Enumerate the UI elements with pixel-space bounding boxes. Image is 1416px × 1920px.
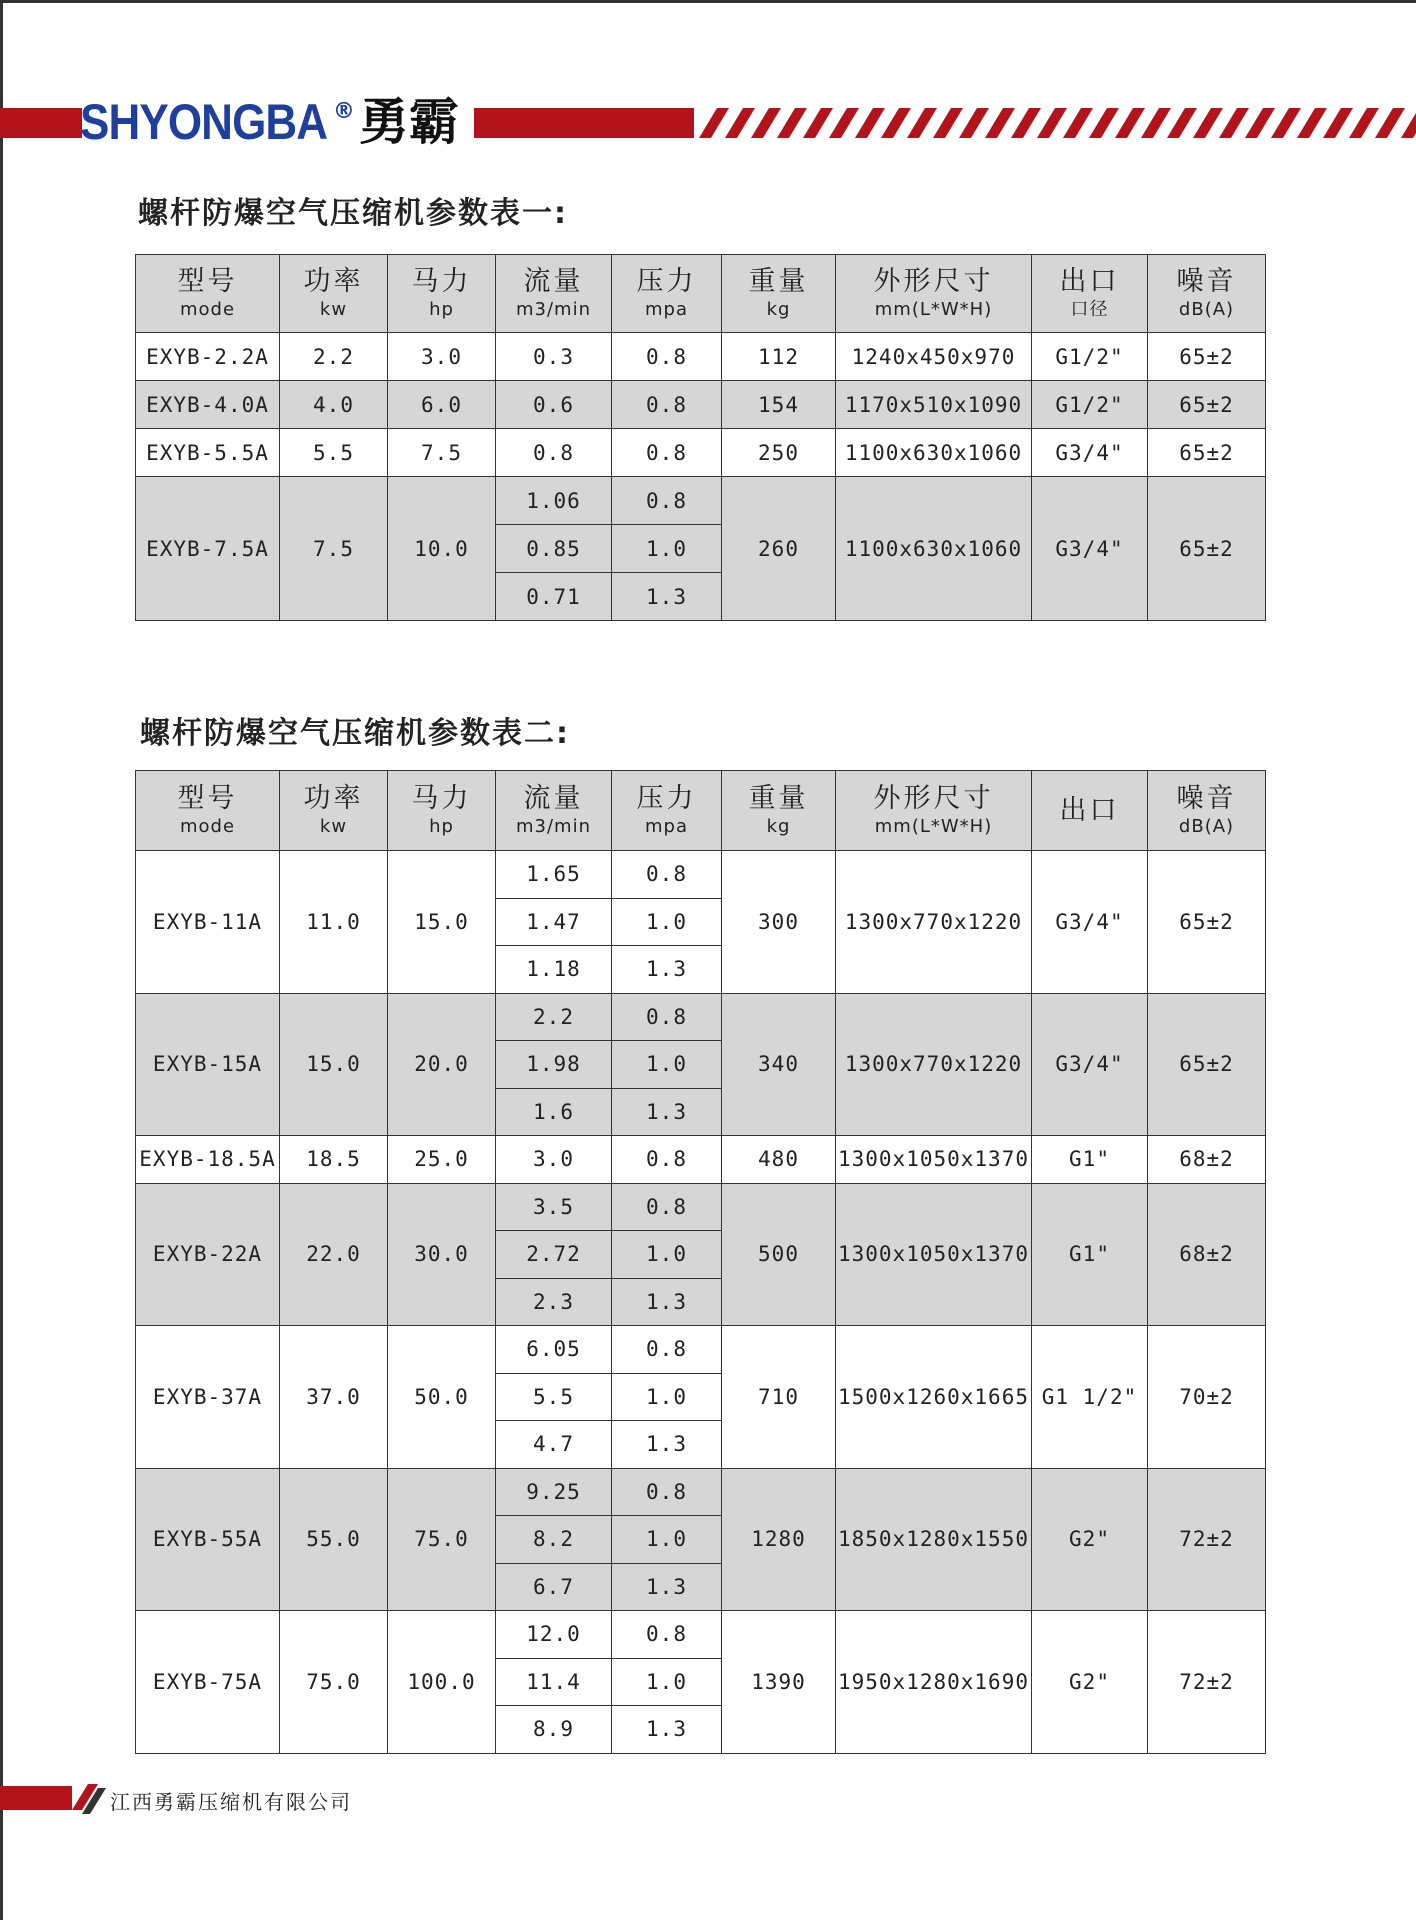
pressure-cell: 0.8 — [612, 333, 722, 381]
power-cell: 7.5 — [280, 477, 388, 621]
flow-cell: 1.06 — [496, 477, 612, 525]
model-cell: EXYB-37A — [136, 1326, 280, 1469]
horsepower-cell: 7.5 — [388, 429, 496, 477]
model-cell: EXYB-7.5A — [136, 477, 280, 621]
header-cell — [1148, 255, 1266, 333]
flow-cell: 0.8 — [496, 429, 612, 477]
header-label-en: dB(A) — [1178, 298, 1235, 320]
flow-cell: 2.72 — [496, 1231, 612, 1279]
model-cell: EXYB-5.5A — [136, 429, 280, 477]
table1-header-row — [136, 255, 1266, 333]
model-cell: EXYB-11A — [136, 851, 280, 994]
header-label-en: 口径 — [1070, 298, 1109, 320]
power-cell: 55.0 — [280, 1468, 388, 1611]
header-label-cn: 流量 — [523, 782, 584, 814]
spec-table-1 — [135, 254, 1266, 621]
model-cell: EXYB-2.2A — [136, 333, 280, 381]
pressure-cell: 1.0 — [612, 1041, 722, 1089]
header-label-cn: 功率 — [303, 265, 364, 297]
flow-cell: 11.4 — [496, 1658, 612, 1706]
model-cell: EXYB-4.0A — [136, 381, 280, 429]
header-cell — [1032, 255, 1148, 333]
brand-name-en: SHYONGBA — [80, 94, 328, 150]
brand-logo — [80, 92, 459, 152]
noise-cell: 65±2 — [1148, 851, 1266, 994]
pressure-cell: 0.8 — [612, 1611, 722, 1659]
pressure-cell: 0.8 — [612, 851, 722, 899]
dimensions-cell: 1950x1280x1690 — [836, 1611, 1032, 1754]
horsepower-cell: 3.0 — [388, 333, 496, 381]
model-cell: EXYB-75A — [136, 1611, 280, 1754]
horsepower-cell: 6.0 — [388, 381, 496, 429]
pressure-cell: 0.8 — [612, 429, 722, 477]
flow-cell: 5.5 — [496, 1373, 612, 1421]
header-cell — [836, 771, 1032, 851]
footer-company-name: 江西勇霸压缩机有限公司 — [110, 1790, 352, 1814]
table2-header-row — [136, 771, 1266, 851]
header-label-en: hp — [429, 298, 454, 320]
pressure-cell: 1.3 — [612, 1278, 722, 1326]
pressure-cell: 1.3 — [612, 946, 722, 994]
table-row — [136, 1468, 1266, 1516]
outlet-cell: G2" — [1032, 1468, 1148, 1611]
flow-cell: 8.9 — [496, 1706, 612, 1754]
table-row — [136, 1611, 1266, 1659]
power-cell: 75.0 — [280, 1611, 388, 1754]
noise-cell: 65±2 — [1148, 429, 1266, 477]
header-cell — [136, 771, 280, 851]
footer-accent-bar — [0, 1786, 72, 1810]
table-row — [136, 851, 1266, 899]
header-cell — [722, 255, 836, 333]
header-label-en: mm(L*W*H) — [874, 298, 993, 320]
pressure-cell: 1.0 — [612, 898, 722, 946]
header-label-cn: 型号 — [177, 782, 238, 814]
power-cell: 2.2 — [280, 333, 388, 381]
flow-cell: 1.18 — [496, 946, 612, 994]
header-label-cn: 外形尺寸 — [873, 265, 994, 297]
header-label-en: mm(L*W*H) — [874, 815, 993, 837]
pressure-cell: 1.0 — [612, 1516, 722, 1564]
power-cell: 18.5 — [280, 1136, 388, 1184]
weight-cell: 1390 — [722, 1611, 836, 1754]
horsepower-cell: 25.0 — [388, 1136, 496, 1184]
flow-cell: 3.5 — [496, 1183, 612, 1231]
header-label-cn: 噪音 — [1176, 265, 1237, 297]
horsepower-cell: 10.0 — [388, 477, 496, 621]
header-cell — [1148, 771, 1266, 851]
dimensions-cell: 1100x630x1060 — [836, 429, 1032, 477]
flow-cell: 1.98 — [496, 1041, 612, 1089]
pressure-cell: 1.3 — [612, 573, 722, 621]
power-cell: 11.0 — [280, 851, 388, 994]
noise-cell: 65±2 — [1148, 333, 1266, 381]
outlet-cell: G3/4" — [1032, 429, 1148, 477]
power-cell: 5.5 — [280, 429, 388, 477]
header-cell — [388, 255, 496, 333]
header-label-cn: 外形尺寸 — [873, 782, 994, 814]
header-label-en: m3/min — [516, 298, 591, 320]
table-row — [136, 429, 1266, 477]
header-cell — [388, 771, 496, 851]
header-label-cn: 功率 — [303, 782, 364, 814]
header-cell — [1032, 771, 1148, 851]
header-label-cn: 噪音 — [1176, 782, 1237, 814]
flow-cell: 4.7 — [496, 1421, 612, 1469]
model-cell: EXYB-15A — [136, 993, 280, 1136]
header-cell — [612, 255, 722, 333]
noise-cell: 68±2 — [1148, 1136, 1266, 1184]
header-cell — [722, 771, 836, 851]
outlet-cell: G3/4" — [1032, 477, 1148, 621]
weight-cell: 710 — [722, 1326, 836, 1469]
header-label-cn: 马力 — [411, 782, 472, 814]
weight-cell: 260 — [722, 477, 836, 621]
pressure-cell: 0.8 — [612, 477, 722, 525]
header-accent-bar — [0, 108, 82, 138]
model-cell: EXYB-55A — [136, 1468, 280, 1611]
weight-cell: 112 — [722, 333, 836, 381]
weight-cell: 300 — [722, 851, 836, 994]
horsepower-cell: 30.0 — [388, 1183, 496, 1326]
pressure-cell: 1.0 — [612, 525, 722, 573]
header-label-en: mpa — [645, 298, 688, 320]
header-label-cn: 压力 — [636, 782, 697, 814]
dimensions-cell: 1100x630x1060 — [836, 477, 1032, 621]
flow-cell: 2.2 — [496, 993, 612, 1041]
flow-cell: 8.2 — [496, 1516, 612, 1564]
noise-cell: 70±2 — [1148, 1326, 1266, 1469]
header-cell — [496, 255, 612, 333]
header-label-cn: 马力 — [411, 265, 472, 297]
pressure-cell: 0.8 — [612, 1183, 722, 1231]
dimensions-cell: 1170x510x1090 — [836, 381, 1032, 429]
horsepower-cell: 50.0 — [388, 1326, 496, 1469]
flow-cell: 0.85 — [496, 525, 612, 573]
table-row — [136, 1326, 1266, 1374]
table1-title: 螺杆防爆空气压缩机参数表一: — [138, 196, 568, 231]
dimensions-cell: 1850x1280x1550 — [836, 1468, 1032, 1611]
pressure-cell: 1.3 — [612, 1563, 722, 1611]
dimensions-cell: 1240x450x970 — [836, 333, 1032, 381]
horsepower-cell: 75.0 — [388, 1468, 496, 1611]
header-cell — [136, 255, 280, 333]
weight-cell: 500 — [722, 1183, 836, 1326]
flow-cell: 1.6 — [496, 1088, 612, 1136]
header-label-cn: 型号 — [177, 265, 238, 297]
dimensions-cell: 1300x770x1220 — [836, 993, 1032, 1136]
table-row — [136, 333, 1266, 381]
spec-table-2 — [135, 770, 1266, 1754]
pressure-cell: 0.8 — [612, 993, 722, 1041]
pressure-cell: 1.0 — [612, 1658, 722, 1706]
weight-cell: 154 — [722, 381, 836, 429]
header-label-en: mode — [179, 298, 236, 320]
flow-cell: 2.3 — [496, 1278, 612, 1326]
pressure-cell: 1.3 — [612, 1421, 722, 1469]
power-cell: 15.0 — [280, 993, 388, 1136]
header-label-en: dB(A) — [1178, 815, 1235, 837]
header-label-cn: 出口 — [1059, 794, 1120, 826]
header-label-en: kw — [319, 298, 348, 320]
weight-cell: 1280 — [722, 1468, 836, 1611]
header-label-en: hp — [429, 815, 454, 837]
table-row — [136, 381, 1266, 429]
flow-cell: 0.71 — [496, 573, 612, 621]
outlet-cell: G1" — [1032, 1136, 1148, 1184]
noise-cell: 68±2 — [1148, 1183, 1266, 1326]
pressure-cell: 1.0 — [612, 1231, 722, 1279]
header-cell — [612, 771, 722, 851]
table-row — [136, 993, 1266, 1041]
outlet-cell: G1/2" — [1032, 333, 1148, 381]
outlet-cell: G1" — [1032, 1183, 1148, 1326]
power-cell: 4.0 — [280, 381, 388, 429]
flow-cell: 9.25 — [496, 1468, 612, 1516]
flow-cell: 1.65 — [496, 851, 612, 899]
header-label-cn: 重量 — [748, 265, 809, 297]
flow-cell: 1.47 — [496, 898, 612, 946]
horsepower-cell: 20.0 — [388, 993, 496, 1136]
pressure-cell: 0.8 — [612, 381, 722, 429]
table-row — [136, 477, 1266, 525]
registered-mark: ® — [332, 99, 355, 124]
footer-slash-mark — [68, 1780, 108, 1816]
noise-cell: 65±2 — [1148, 381, 1266, 429]
outlet-cell: G3/4" — [1032, 851, 1148, 994]
header-cell — [280, 771, 388, 851]
weight-cell: 250 — [722, 429, 836, 477]
pressure-cell: 1.0 — [612, 1373, 722, 1421]
horsepower-cell: 100.0 — [388, 1611, 496, 1754]
outlet-cell: G1/2" — [1032, 381, 1148, 429]
header-label-en: kw — [319, 815, 348, 837]
model-cell: EXYB-18.5A — [136, 1136, 280, 1184]
outlet-cell: G3/4" — [1032, 993, 1148, 1136]
flow-cell: 0.6 — [496, 381, 612, 429]
horsepower-cell: 15.0 — [388, 851, 496, 994]
pressure-cell: 0.8 — [612, 1136, 722, 1184]
dimensions-cell: 1300x770x1220 — [836, 851, 1032, 994]
header-label-cn: 流量 — [523, 265, 584, 297]
header-label-cn: 出口 — [1059, 265, 1120, 297]
header-label-en: kg — [766, 298, 791, 320]
noise-cell: 72±2 — [1148, 1468, 1266, 1611]
outlet-cell: G1 1/2" — [1032, 1326, 1148, 1469]
header-cell — [836, 255, 1032, 333]
flow-cell: 12.0 — [496, 1611, 612, 1659]
dimensions-cell: 1500x1260x1665 — [836, 1326, 1032, 1469]
flow-cell: 6.7 — [496, 1563, 612, 1611]
header-cell — [280, 255, 388, 333]
header-cell — [496, 771, 612, 851]
table2-title: 螺杆防爆空气压缩机参数表二: — [140, 716, 570, 751]
noise-cell: 65±2 — [1148, 993, 1266, 1136]
pressure-cell: 1.3 — [612, 1088, 722, 1136]
header-label-en: kg — [766, 815, 791, 837]
header-label-cn: 压力 — [636, 265, 697, 297]
noise-cell: 65±2 — [1148, 477, 1266, 621]
flow-cell: 6.05 — [496, 1326, 612, 1374]
model-cell: EXYB-22A — [136, 1183, 280, 1326]
weight-cell: 340 — [722, 993, 836, 1136]
pressure-cell: 0.8 — [612, 1326, 722, 1374]
header-label-en: mpa — [645, 815, 688, 837]
brand-name-cn: 勇霸 — [358, 93, 459, 151]
table-row — [136, 1183, 1266, 1231]
left-border — [0, 0, 3, 1920]
pressure-cell: 0.8 — [612, 1468, 722, 1516]
table-row — [136, 1136, 1266, 1184]
power-cell: 37.0 — [280, 1326, 388, 1469]
outlet-cell: G2" — [1032, 1611, 1148, 1754]
top-border — [0, 0, 1416, 3]
dimensions-cell: 1300x1050x1370 — [836, 1183, 1032, 1326]
dimensions-cell: 1300x1050x1370 — [836, 1136, 1032, 1184]
header-label-en: m3/min — [516, 815, 591, 837]
power-cell: 22.0 — [280, 1183, 388, 1326]
header-label-en: mode — [179, 815, 236, 837]
weight-cell: 480 — [722, 1136, 836, 1184]
header-stripe-bar — [474, 108, 1416, 138]
flow-cell: 3.0 — [496, 1136, 612, 1184]
noise-cell: 72±2 — [1148, 1611, 1266, 1754]
pressure-cell: 1.3 — [612, 1706, 722, 1754]
flow-cell: 0.3 — [496, 333, 612, 381]
header-label-cn: 重量 — [748, 782, 809, 814]
